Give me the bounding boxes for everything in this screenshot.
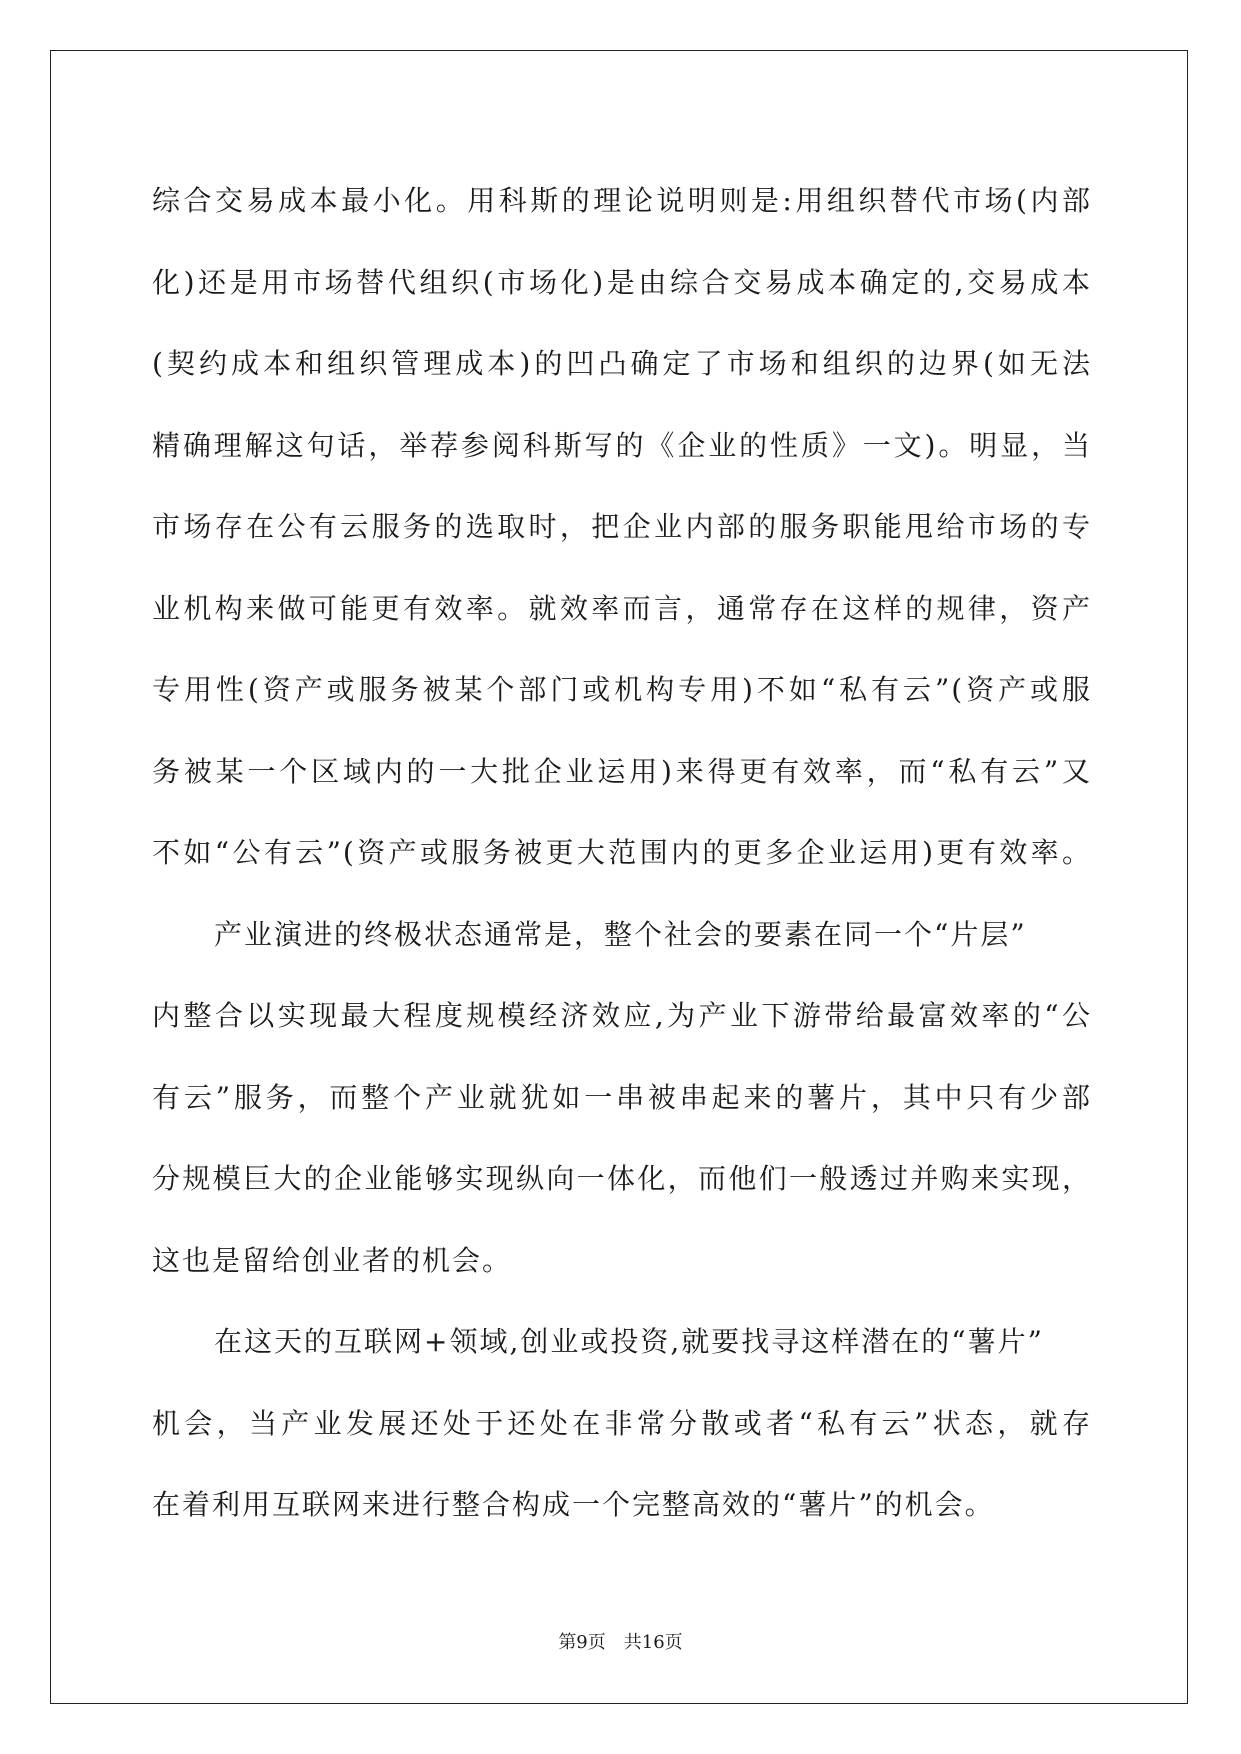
text-line-7: 专用性(资产或服务被某个部门或机构专用)不如“私有云”(资产或服 xyxy=(152,673,1092,706)
text-line-16: 机会，当产业发展还处于还处在非常分散或者“私有云”状态，就存 xyxy=(152,1406,1092,1440)
page-number-footer: 第9页 共16页 xyxy=(558,1632,683,1653)
text-line-14: 这也是留给创业者的机会。 xyxy=(152,1243,513,1277)
text-line-15: 在这天的互联网+领域,创业或投资,就要找寻这样潜在的“薯片” xyxy=(214,1325,1044,1358)
text-line-2: 化)还是用市场替代组织(市场化)是由综合交易成本确定的,交易成本 xyxy=(152,265,1092,299)
text-line-12: 有云”服务，而整个产业就犹如一串被串起来的薯片，其中只有少部 xyxy=(152,1080,1092,1114)
text-line-11: 内整合以实现最大程度规模经济效应,为产业下游带给最富效率的“公 xyxy=(152,999,1092,1032)
text-line-9: 不如“公有云”(资产或服务被更大范围内的更多企业运用)更有效率。 xyxy=(152,836,1092,869)
text-line-1: 综合交易成本最小化。用科斯的理论说明则是:用组织替代市场(内部 xyxy=(152,184,1092,217)
text-line-13: 分规模巨大的企业能够实现纵向一体化，而他们一般透过并购来实现， xyxy=(152,1162,1092,1195)
text-line-10: 产业演进的终极状态通常是，整个社会的要素在同一个“片层” xyxy=(214,917,1027,951)
text-line-5: 市场存在公有云服务的选取时，把企业内部的服务职能甩给市场的专 xyxy=(152,510,1092,543)
body-text xyxy=(152,160,1092,1546)
text-line-17: 在着利用互联网来进行整合构成一个完整高效的“薯片”的机会。 xyxy=(152,1488,995,1521)
text-line-6: 业机构来做可能更有效率。就效率而言，通常存在这样的规律，资产 xyxy=(152,591,1092,625)
text-line-8: 务被某一个区域内的一大批企业运用)来得更有效率，而“私有云”又 xyxy=(152,754,1092,788)
text-line-3: (契约成本和组织管理成本)的凹凸确定了市场和组织的边界(如无法 xyxy=(152,347,1092,380)
text-line-4: 精确理解这句话，举荐参阅科斯写的《企业的性质》一文)。明显，当 xyxy=(152,428,1092,462)
